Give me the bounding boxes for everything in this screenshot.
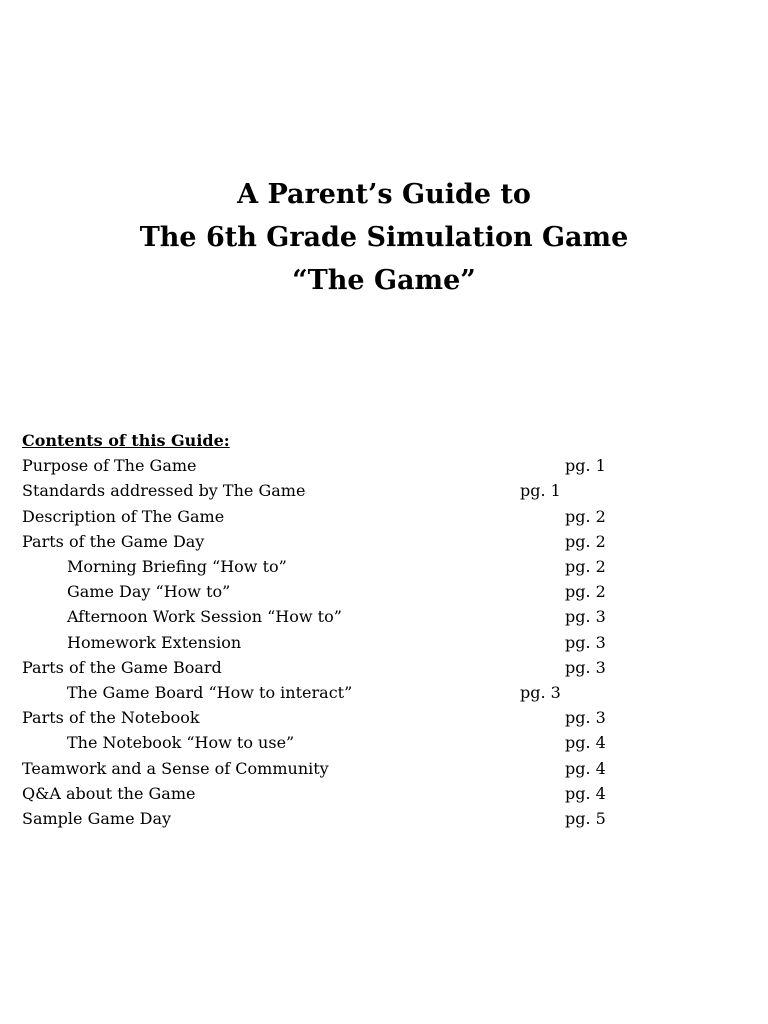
- toc-entry-page: pg. 4: [565, 759, 606, 778]
- toc-entry-page: pg. 2: [565, 532, 606, 551]
- toc-entry: [22, 705, 642, 730]
- toc-entry-page: pg. 3: [565, 658, 606, 677]
- toc-entry: [22, 655, 642, 680]
- toc-entry: [22, 680, 642, 705]
- toc-entry: [22, 579, 642, 604]
- title-line-1: A Parent’s Guide to: [237, 179, 531, 210]
- toc-entry-label: The Game Board “How to interact”: [67, 683, 353, 702]
- toc-entry-label: Parts of the Notebook: [22, 708, 200, 727]
- toc-entry: [22, 604, 642, 629]
- toc-entry-page: pg. 2: [565, 582, 606, 601]
- toc-entry-page: pg. 3: [565, 633, 606, 652]
- toc-entry-label: Morning Briefing “How to”: [67, 557, 287, 576]
- toc-entry-label: Purpose of The Game: [22, 456, 197, 475]
- toc-entry-label: Parts of the Game Day: [22, 532, 205, 551]
- toc-entry: [22, 504, 642, 529]
- toc-entry-page: pg. 1: [520, 481, 561, 500]
- toc-entry-label: Homework Extension: [67, 633, 242, 652]
- document-title: [0, 173, 768, 302]
- toc-entry-page: pg. 4: [565, 784, 606, 803]
- toc-entry: [22, 478, 642, 503]
- toc-entry-label: Q&A about the Game: [22, 784, 196, 803]
- toc-entry: [22, 630, 642, 655]
- toc-entry-label: Game Day “How to”: [67, 582, 231, 601]
- toc-entry-page: pg. 3: [520, 683, 561, 702]
- toc-entry-label: Sample Game Day: [22, 809, 172, 828]
- toc-entry: [22, 453, 642, 478]
- toc-entry-page: pg. 1: [565, 456, 606, 475]
- toc-entry-label: Parts of the Game Board: [22, 658, 222, 677]
- toc-entry: [22, 554, 642, 579]
- title-line-3: “The Game”: [292, 265, 476, 296]
- toc-entry-label: Description of The Game: [22, 507, 225, 526]
- toc-entry-page: pg. 3: [565, 607, 606, 626]
- toc-entry-page: pg. 4: [565, 733, 606, 752]
- title-line-2: The 6th Grade Simulation Game: [139, 222, 629, 253]
- toc-entry: [22, 756, 642, 781]
- toc-entry-label: Afternoon Work Session “How to”: [67, 607, 342, 626]
- toc-entry: [22, 529, 642, 554]
- toc-entry: [22, 806, 642, 831]
- toc-entry-label: Teamwork and a Sense of Community: [22, 759, 329, 778]
- toc-entry-page: pg. 2: [565, 507, 606, 526]
- toc-entry-page: pg. 5: [565, 809, 606, 828]
- toc-entry: [22, 781, 642, 806]
- toc-entry-page: pg. 2: [565, 557, 606, 576]
- toc-entry-label: The Notebook “How to use”: [67, 733, 295, 752]
- toc-entry-page: pg. 3: [565, 708, 606, 727]
- toc-entry: [22, 730, 642, 755]
- contents-heading: Contents of this Guide:: [22, 431, 230, 450]
- toc-entry-label: Standards addressed by The Game: [22, 481, 306, 500]
